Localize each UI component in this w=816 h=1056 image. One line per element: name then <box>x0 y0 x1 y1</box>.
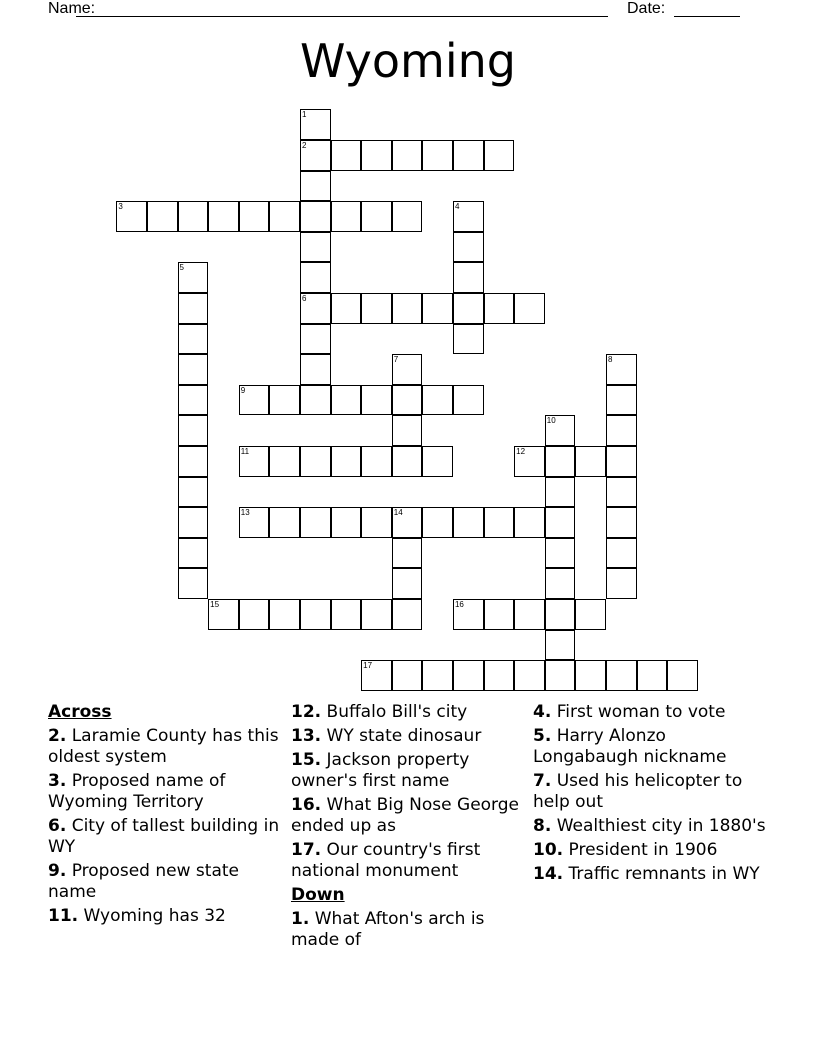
clue-text: WY state dinosaur <box>326 726 482 746</box>
grid-cell[interactable] <box>147 201 178 232</box>
grid-cell[interactable] <box>361 446 392 477</box>
clue-number: 10. <box>533 840 564 860</box>
clue-number: 1 <box>301 110 307 120</box>
grid-cell[interactable] <box>300 293 331 324</box>
clue-number: 12. <box>291 702 322 722</box>
grid-cell[interactable] <box>300 171 331 202</box>
grid-cell[interactable] <box>178 477 209 508</box>
grid-cell[interactable] <box>422 446 453 477</box>
grid-cell[interactable] <box>392 446 423 477</box>
clue-number: 13 <box>240 508 250 518</box>
page-title: Wyoming <box>300 34 516 88</box>
clue <box>291 840 527 882</box>
clue <box>48 726 284 768</box>
clues-column-2 <box>291 702 527 954</box>
grid-cell[interactable] <box>422 293 453 324</box>
clue-text: What Big Nose George ended up as <box>291 795 519 836</box>
grid-cell[interactable] <box>178 354 209 385</box>
clue-number: 11. <box>48 906 79 926</box>
grid-cell[interactable] <box>606 446 637 477</box>
clue-number: 15. <box>291 750 322 770</box>
clue <box>48 771 284 813</box>
grid-cell[interactable] <box>331 140 362 171</box>
clue <box>48 816 284 858</box>
grid-cell[interactable] <box>178 385 209 416</box>
grid-cell[interactable] <box>361 293 392 324</box>
name-label: Name: <box>48 0 96 17</box>
across-heading: Across <box>48 702 112 722</box>
clue-number: 16 <box>454 599 464 609</box>
clue <box>533 726 769 768</box>
grid-cell[interactable] <box>269 385 300 416</box>
clue-number: 11 <box>240 446 250 456</box>
clue-text: Wyoming has 32 <box>83 906 226 926</box>
clue-number: 12 <box>516 446 526 456</box>
clue-number: 17. <box>291 840 322 860</box>
grid-cell[interactable] <box>392 599 423 630</box>
grid-cell[interactable] <box>484 660 515 691</box>
grid-cell[interactable] <box>239 201 270 232</box>
clue <box>291 795 527 837</box>
grid-cell[interactable] <box>453 660 484 691</box>
grid-cell[interactable] <box>575 446 606 477</box>
clue-text: Traffic remnants in WY <box>568 864 760 884</box>
grid-cell[interactable] <box>269 599 300 630</box>
grid-cell[interactable] <box>392 538 423 569</box>
grid-cell[interactable] <box>178 568 209 599</box>
grid-cell[interactable] <box>392 385 423 416</box>
grid-cell[interactable] <box>453 140 484 171</box>
grid-cell[interactable] <box>545 630 576 661</box>
grid-cell[interactable] <box>178 293 209 324</box>
grid-cell[interactable] <box>606 477 637 508</box>
clues-column-1 <box>48 702 284 930</box>
grid-cell[interactable] <box>484 599 515 630</box>
grid-cell[interactable] <box>178 507 209 538</box>
clue-text: Proposed name of Wyoming Territory <box>48 771 226 812</box>
grid-cell[interactable] <box>392 415 423 446</box>
grid-cell[interactable] <box>575 660 606 691</box>
clue-number: 14. <box>533 864 564 884</box>
grid-cell[interactable] <box>392 140 423 171</box>
grid-cell[interactable] <box>545 415 576 446</box>
clue <box>291 702 527 723</box>
grid-cell[interactable] <box>392 293 423 324</box>
grid-cell[interactable] <box>300 354 331 385</box>
grid-cell[interactable] <box>300 385 331 416</box>
clue-number: 16. <box>291 795 322 815</box>
grid-cell[interactable] <box>392 660 423 691</box>
clue <box>48 861 284 903</box>
grid-cell[interactable] <box>361 385 392 416</box>
clue-number: 8. <box>533 816 552 836</box>
grid-cell[interactable] <box>269 446 300 477</box>
clue-number: 1. <box>291 909 310 929</box>
grid-cell[interactable] <box>239 385 270 416</box>
clue-number: 8 <box>607 355 613 365</box>
grid-cell[interactable] <box>484 293 515 324</box>
grid-cell[interactable] <box>545 477 576 508</box>
grid-cell[interactable] <box>514 507 545 538</box>
grid-cell[interactable] <box>606 660 637 691</box>
grid-cell[interactable] <box>606 354 637 385</box>
clue-number: 17 <box>363 661 373 671</box>
grid-cell[interactable] <box>239 599 270 630</box>
clue-text: Wealthiest city in 1880's <box>556 816 766 836</box>
grid-cell[interactable] <box>453 232 484 263</box>
clue-text: First woman to vote <box>556 702 726 722</box>
grid-cell[interactable] <box>239 507 270 538</box>
clue-number: 4. <box>533 702 552 722</box>
grid-cell[interactable] <box>331 385 362 416</box>
grid-cell[interactable] <box>545 538 576 569</box>
grid-cell[interactable] <box>392 201 423 232</box>
grid-cell[interactable] <box>667 660 698 691</box>
grid-cell[interactable] <box>453 324 484 355</box>
grid-cell[interactable] <box>545 446 576 477</box>
clue <box>291 909 527 951</box>
grid-cell[interactable] <box>269 507 300 538</box>
grid-cell[interactable] <box>545 568 576 599</box>
clue-text: Jackson property owner's first name <box>291 750 470 791</box>
grid-cell[interactable] <box>116 201 147 232</box>
grid-cell[interactable] <box>361 599 392 630</box>
grid-cell[interactable] <box>300 507 331 538</box>
clue-text: Laramie County has this oldest system <box>48 726 279 767</box>
grid-cell[interactable] <box>361 660 392 691</box>
clue-number: 6. <box>48 816 67 836</box>
grid-cell[interactable] <box>178 324 209 355</box>
clue-number: 5 <box>179 263 184 273</box>
clues-column-3 <box>533 702 769 888</box>
grid-cell[interactable] <box>361 507 392 538</box>
grid-cell[interactable] <box>331 293 362 324</box>
grid-cell[interactable] <box>484 507 515 538</box>
clue-number: 2. <box>48 726 67 746</box>
clue-text: Used his helicopter to help out <box>533 771 743 812</box>
clue-text: Harry Alonzo Longabaugh nickname <box>533 726 727 767</box>
grid-cell[interactable] <box>606 415 637 446</box>
grid-cell[interactable] <box>331 446 362 477</box>
grid-cell[interactable] <box>453 293 484 324</box>
grid-cell[interactable] <box>545 660 576 691</box>
clue-number: 13. <box>291 726 322 746</box>
clue <box>533 771 769 813</box>
grid-cell[interactable] <box>392 507 423 538</box>
grid-cell[interactable] <box>514 599 545 630</box>
clue-number: 7 <box>393 355 399 365</box>
clue <box>533 702 769 723</box>
clue <box>533 840 769 861</box>
grid-cell[interactable] <box>300 262 331 293</box>
clue-text: Buffalo Bill's city <box>326 702 468 722</box>
clue-number: 15 <box>210 599 220 609</box>
grid-cell[interactable] <box>300 599 331 630</box>
grid-cell[interactable] <box>300 201 331 232</box>
grid-cell[interactable] <box>606 507 637 538</box>
clue <box>291 750 527 792</box>
grid-cell[interactable] <box>422 660 453 691</box>
grid-cell[interactable] <box>453 385 484 416</box>
grid-cell[interactable] <box>422 140 453 171</box>
clue-text: City of tallest building in WY <box>48 816 280 857</box>
grid-cell[interactable] <box>422 385 453 416</box>
grid-cell[interactable] <box>361 201 392 232</box>
grid-cell[interactable] <box>545 507 576 538</box>
grid-cell[interactable] <box>637 660 668 691</box>
clue-number: 4 <box>454 202 460 212</box>
grid-cell[interactable] <box>575 599 606 630</box>
grid-cell[interactable] <box>331 507 362 538</box>
grid-cell[interactable] <box>300 324 331 355</box>
clue-text: President in 1906 <box>568 840 718 860</box>
grid-cell[interactable] <box>178 262 209 293</box>
clue-number: 5. <box>533 726 552 746</box>
grid-cell[interactable] <box>178 446 209 477</box>
clue-number: 9. <box>48 861 67 881</box>
grid-cell[interactable] <box>606 568 637 599</box>
grid-cell[interactable] <box>514 660 545 691</box>
date-field[interactable] <box>674 16 740 17</box>
name-field[interactable] <box>76 16 608 17</box>
clue <box>291 726 527 747</box>
grid-cell[interactable] <box>484 140 515 171</box>
grid-cell[interactable] <box>208 599 239 630</box>
grid-cell[interactable] <box>453 201 484 232</box>
clue-number: 10 <box>546 416 556 426</box>
grid-cell[interactable] <box>300 140 331 171</box>
down-heading: Down <box>291 885 345 905</box>
grid-cell[interactable] <box>361 140 392 171</box>
clue <box>533 816 769 837</box>
grid-cell[interactable] <box>300 446 331 477</box>
grid-cell[interactable] <box>453 262 484 293</box>
grid-cell[interactable] <box>178 415 209 446</box>
grid-cell[interactable] <box>453 507 484 538</box>
clue-number: 6 <box>301 293 307 303</box>
clue-text: What Afton's arch is made of <box>291 909 485 950</box>
grid-cell[interactable] <box>606 538 637 569</box>
clue-number: 3 <box>118 202 123 212</box>
grid-cell[interactable] <box>545 599 576 630</box>
grid-cell[interactable] <box>606 385 637 416</box>
clue <box>48 906 284 927</box>
clue-number: 3. <box>48 771 67 791</box>
grid-cell[interactable] <box>331 599 362 630</box>
grid-cell[interactable] <box>269 201 300 232</box>
clue-number: 14 <box>393 508 403 518</box>
grid-cell[interactable] <box>208 201 239 232</box>
grid-cell[interactable] <box>178 201 209 232</box>
grid-cell[interactable] <box>300 232 331 263</box>
grid-cell[interactable] <box>422 507 453 538</box>
clue-text: Proposed new state name <box>48 861 239 902</box>
grid-cell[interactable] <box>514 446 545 477</box>
grid-cell[interactable] <box>514 293 545 324</box>
grid-cell[interactable] <box>453 599 484 630</box>
grid-cell[interactable] <box>392 568 423 599</box>
grid-cell[interactable] <box>178 538 209 569</box>
date-label: Date: <box>627 0 666 17</box>
grid-cell[interactable] <box>239 446 270 477</box>
clue-number: 9 <box>240 385 246 395</box>
grid-cell[interactable] <box>331 201 362 232</box>
grid-cell[interactable] <box>392 354 423 385</box>
clue <box>533 864 769 885</box>
clue-number: 2 <box>301 140 307 150</box>
clue-number: 7. <box>533 771 552 791</box>
clue-text: Our country's first national monument <box>291 840 481 881</box>
grid-cell[interactable] <box>300 109 331 140</box>
